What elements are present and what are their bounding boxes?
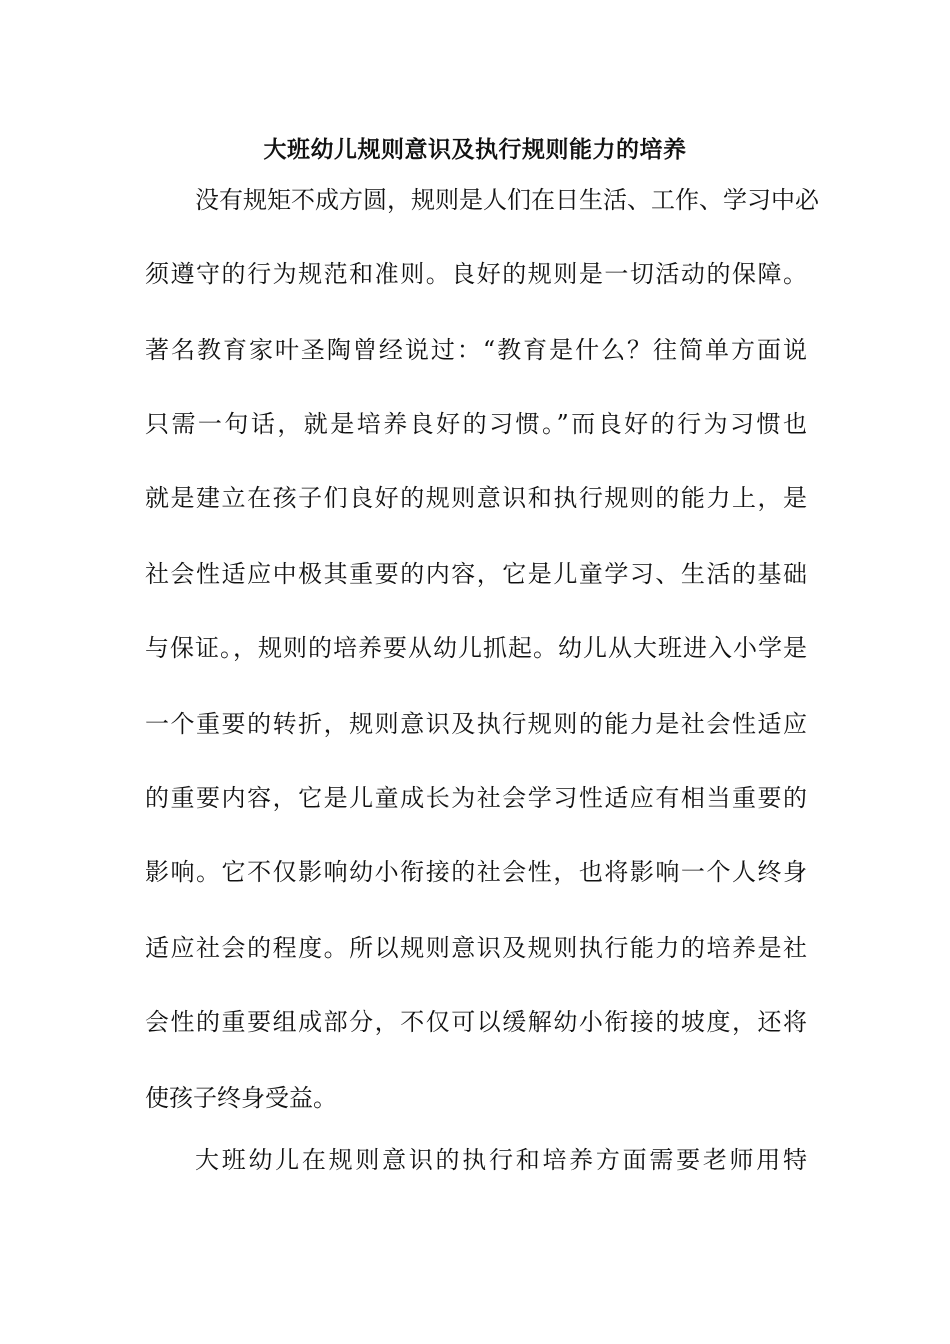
paragraph-line: 与保证。，规则的培养要从幼儿抓起。幼儿从大班进入小学是 xyxy=(145,634,807,662)
paragraph-line: 社会性适应中极其重要的内容，它是儿童学习、生活的基础 xyxy=(145,560,807,588)
paragraph-line: 的重要内容，它是儿童成长为社会学习性适应有相当重要的 xyxy=(145,784,807,812)
paragraph-line: 使孩子终身受益。 xyxy=(145,1084,337,1112)
document-title: 大班幼儿规则意识及执行规则能力的培养 xyxy=(263,137,687,163)
paragraph-line: 大班幼儿在规则意识的执行和培养方面需要老师用特 xyxy=(195,1146,807,1174)
paragraph-line: 影响。它不仅影响幼小衔接的社会性，也将影响一个人终身 xyxy=(145,858,807,886)
paragraph-line: 没有规矩不成方圆，规则是人们在日生活、工作、学习中必 xyxy=(195,186,819,214)
paragraph-line: 著名教育家叶圣陶曾经说过：“教育是什么？往简单方面说 xyxy=(145,336,807,364)
paragraph-line: 就是建立在孩子们良好的规则意识和执行规则的能力上，是 xyxy=(145,484,807,512)
paragraph-line: 须遵守的行为规范和准则。良好的规则是一切活动的保障。 xyxy=(145,260,807,288)
paragraph-line: 适应社会的程度。所以规则意识及规则执行能力的培养是社 xyxy=(145,934,807,962)
paragraph-line: 会性的重要组成部分，不仅可以缓解幼小衔接的坡度，还将 xyxy=(145,1008,807,1036)
paragraph-line: 只需一句话，就是培养良好的习惯。”而良好的行为习惯也 xyxy=(145,410,807,438)
paragraph-line: 一个重要的转折，规则意识及执行规则的能力是社会性适应 xyxy=(145,710,807,738)
